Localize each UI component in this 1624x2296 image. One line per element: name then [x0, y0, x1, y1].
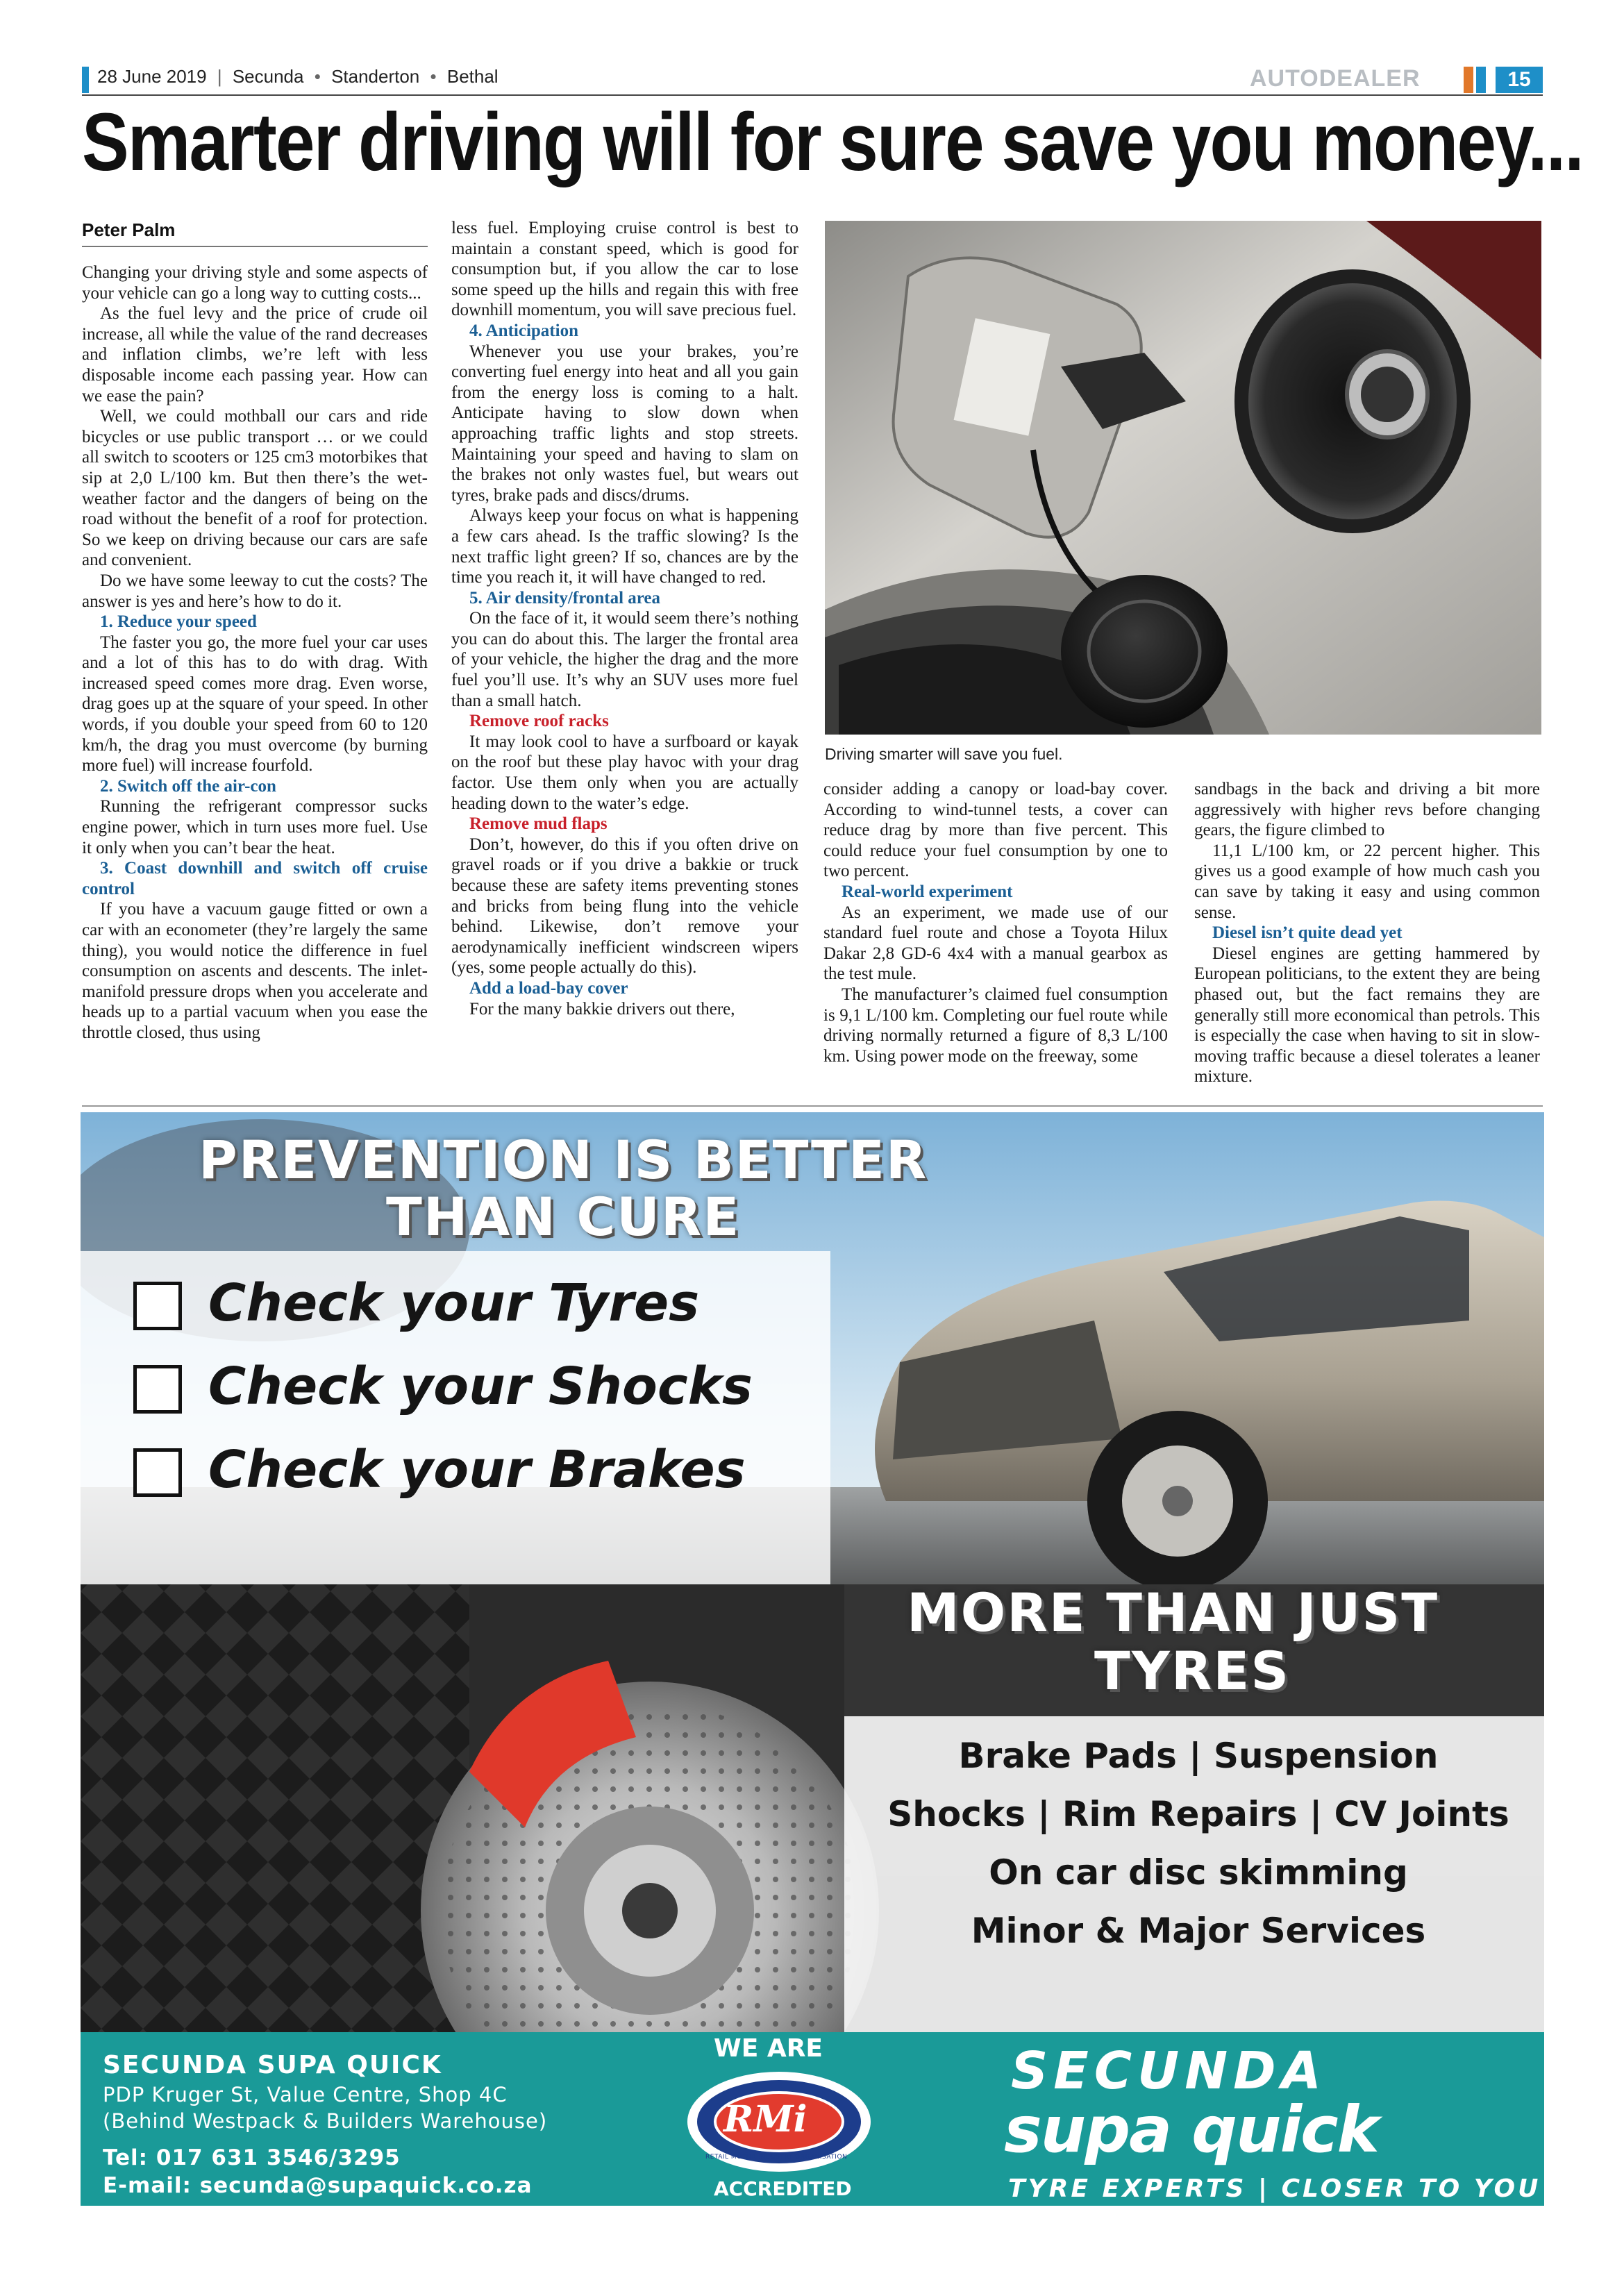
article-paragraph: The faster you go, the more fuel your car uses and a lot of this has to do with drag. With increased speed comes more drag. Even worse, drag goes up at the square of your speed. In other words, if you double your speed from 60 to 120 km/h, the drag you must overcome (by burning more fuel) will increase fourfold. [82, 632, 428, 776]
article-paragraph: If you have a vacuum gauge fitted or own a car with an econometer (they’re largely the same thing), you would notice the difference in fuel consumption on ascents and descents. The inlet-manifold pressure drops when you accelerate and heads up to a partial vacuum when you ease the throttle closed, thus using [82, 900, 428, 1042]
article-subheading: Real-world experiment [842, 882, 1013, 901]
brand-supa-quick-logo: supa quick [1004, 2093, 1378, 2167]
article-paragraph: Do we have some leeway to cut the costs? The answer is yes and here’s how to do it. [82, 571, 428, 611]
ad-headline-line2: THAN CURE [386, 1186, 741, 1248]
header-accent-bar [82, 67, 89, 93]
checkbox-brakes [133, 1448, 182, 1497]
ad-more-than-line2: TYRES [1094, 1640, 1291, 1702]
article-subheading: Remove roof racks [469, 712, 609, 731]
section-color-blocks [1464, 67, 1489, 93]
fuel-cap-illustration [825, 221, 1541, 735]
page-number: 15 [1496, 67, 1543, 93]
service-line-2: Shocks | Rim Repairs | CV Joints [887, 1794, 1509, 1834]
article-subheading: 2. Switch off the air-con [100, 776, 276, 796]
header-location-2: Standerton [331, 66, 420, 87]
article-paragraph: Changing your driving style and some aspects of your vehicle can go a long way to cutting costs... [82, 263, 428, 303]
article-paragraph: consider adding a canopy or load-bay cover. According to wind-tunnel tests, a cover can reduce drag by more than five percent. This could reduce your fuel consumption by one to two percent. [823, 780, 1168, 881]
article-subheading: Remove mud flaps [469, 814, 608, 834]
supa-quick-advert [81, 1112, 1544, 2206]
article-paragraph: The manufacturer’s claimed fuel consumption is 9,1 L/100 km. Completing our fuel route while driving normally returned a figure of 8,3 L/100 km. Using power mode on the freeway, some [823, 984, 1168, 1066]
article-paragraph: It may look cool to have a surfboard or kayak on the roof but these play havoc with your drag factor. Use them only when you are actually heading down to the water’s edge. [451, 732, 798, 813]
address-line-1: PDP Kruger St, Value Centre, Shop 4C [103, 2083, 508, 2106]
article-paragraph: less fuel. Employing cruise control is best to maintain a constant speed, which is good for consumption but, if you allow the car to lose some speed up the hills and regain this with free downhill momentum, you will save precious fuel. [451, 219, 798, 320]
check-tyres: Check your Tyres [208, 1273, 700, 1333]
service-line-3: On car disc skimming [989, 1852, 1408, 1893]
checkbox-tyres [133, 1282, 182, 1330]
accredited-label: ACCREDITED [714, 2177, 852, 2200]
article-column-3 [823, 779, 1168, 1066]
article-column-2 [451, 218, 798, 1019]
byline-rule [82, 246, 428, 247]
address-line-2: (Behind Westpack & Builders Warehouse) [103, 2109, 548, 2133]
bullet-separator: • [430, 66, 437, 87]
article-paragraph: Running the refrigerant compressor sucks engine power, which in turn uses more fuel. Use it only when you can’t bear the heat. [82, 797, 428, 857]
article-paragraph: As the fuel levy and the price of crude oil increase, all while the value of the rand decreases and inflation climbs, we’re left with less disposable income each passing year. How can we ease the pain? [82, 304, 428, 405]
business-name: SECUNDA SUPA QUICK [103, 2051, 442, 2079]
brand-secunda: SECUNDA [1011, 2041, 1327, 2101]
article-byline: Peter Palm [82, 219, 176, 240]
article-bottom-rule [82, 1105, 1543, 1107]
article-paragraph: As an experiment, we made use of our standard fuel route and chose a Toyota Hilux Dakar 2,8 GD-6 4x4 with a manual gearbox as the test mule. [823, 903, 1168, 984]
checkbox-shocks [133, 1365, 182, 1414]
article-subheading: 3. Coast downhill and switch off cruise control [82, 859, 428, 898]
header-date: 28 June 2019 [97, 66, 207, 87]
header-dateline [97, 66, 499, 87]
article-paragraph: On the face of it, it would seem there’s nothing you can do about this. The larger the frontal area of your vehicle, the higher the drag and the more fuel you’ll use. It’s why an SUV uses more fuel than a small hatch. [451, 609, 798, 710]
header-divider: | [217, 66, 222, 87]
article-subheading: Diesel isn’t quite dead yet [1212, 923, 1403, 943]
article-paragraph: Always keep your focus on what is happening a few cars ahead. Is the traffic slowing? Is the next traffic light green? If so, chances are by the time you reach it, it will have changed to red. [451, 506, 798, 587]
service-line-4: Minor & Major Services [971, 1911, 1426, 1951]
section-name: AUTODEALER [1250, 65, 1421, 92]
article-subheading: 4. Anticipation [469, 321, 578, 340]
ad-headline-line1: PREVENTION IS BETTER [199, 1129, 928, 1191]
article-photo-fuel-cap [825, 221, 1541, 735]
we-are-label: WE ARE [714, 2034, 823, 2063]
article-subheading: 1. Reduce your speed [100, 612, 257, 632]
header-location-1: Secunda [232, 66, 304, 87]
brand-tagline: TYRE EXPERTS | CLOSER TO YOU [1008, 2175, 1541, 2203]
check-shocks: Check your Shocks [208, 1357, 753, 1416]
check-brakes: Check your Brakes [208, 1440, 746, 1500]
article-paragraph: Whenever you use your brakes, you’re converting fuel energy into heat and all you gain from the energy loss is coming to a halt. Anticipate having to slow down when approaching traffic lights and stop streets. Maintaining your speed and having to slam on the brakes not only wastes fuel, but wears out tyres, brake pads and discs/drums. [451, 342, 798, 505]
article-column-4 [1194, 779, 1540, 1087]
article-paragraph: 11,1 L/100 km, or 22 percent higher. This gives us a good example of how much cash you can save by taking it easy and using common sense. [1194, 841, 1540, 922]
article-column-1 [82, 262, 428, 1044]
header-location-3: Bethal [446, 66, 499, 87]
bullet-separator: • [314, 66, 321, 87]
article-paragraph: For the many bakkie drivers out there, [469, 999, 735, 1019]
photo-caption: Driving smarter will save you fuel. [825, 745, 1063, 763]
article-paragraph: Don’t, however, do this if you often drive on gravel roads or if you drive a bakkie or truck because these are safety items preventing stones and bricks from being flung into the vehicle behind. Likewise, don’t remove your aerodynamically inefficient windscreen wipers (yes, some people actually do this). [451, 835, 798, 978]
rmi-ring-text: RETAIL MOTOR INDUSTRY ORGANISATION [705, 2154, 848, 2161]
email-address: E-mail: secunda@supaquick.co.za [103, 2173, 533, 2198]
article-paragraph: sandbags in the back and driving a bit more aggressively with higher revs before changing gears, the figure climbed to [1194, 780, 1540, 840]
article-subheading: 5. Air density/frontal area [469, 588, 660, 607]
article-headline: Smarter driving will for sure save you money... [82, 97, 1583, 188]
article-paragraph: Diesel engines are getting hammered by European politicians, to the extent they are being phased out, but the fact remains they are generally still more economical than petrols. This is especially the case when having to sit in slow-moving traffic because a diesel tolerates a leaner mixture. [1194, 944, 1540, 1087]
service-line-1: Brake Pads | Suspension [958, 1736, 1439, 1776]
telephone: Tel: 017 631 3546/3295 [103, 2145, 401, 2170]
ad-more-than-line1: MORE THAN JUST [907, 1582, 1439, 1643]
article-paragraph: Well, we could mothball our cars and ride bicycles or use public transport … or we could all switch to scooters or 125 cm3 motorbikes that sip at 2,0 L/100 km. But then there’s the wet-weather factor and the dangers of being on the road without the benefit of a roof for protection. So we keep on driving because our cars are safe and convenient. [82, 407, 428, 570]
rmi-logo-text: RMi [723, 2098, 807, 2140]
article-subheading: Add a load-bay cover [469, 978, 628, 998]
